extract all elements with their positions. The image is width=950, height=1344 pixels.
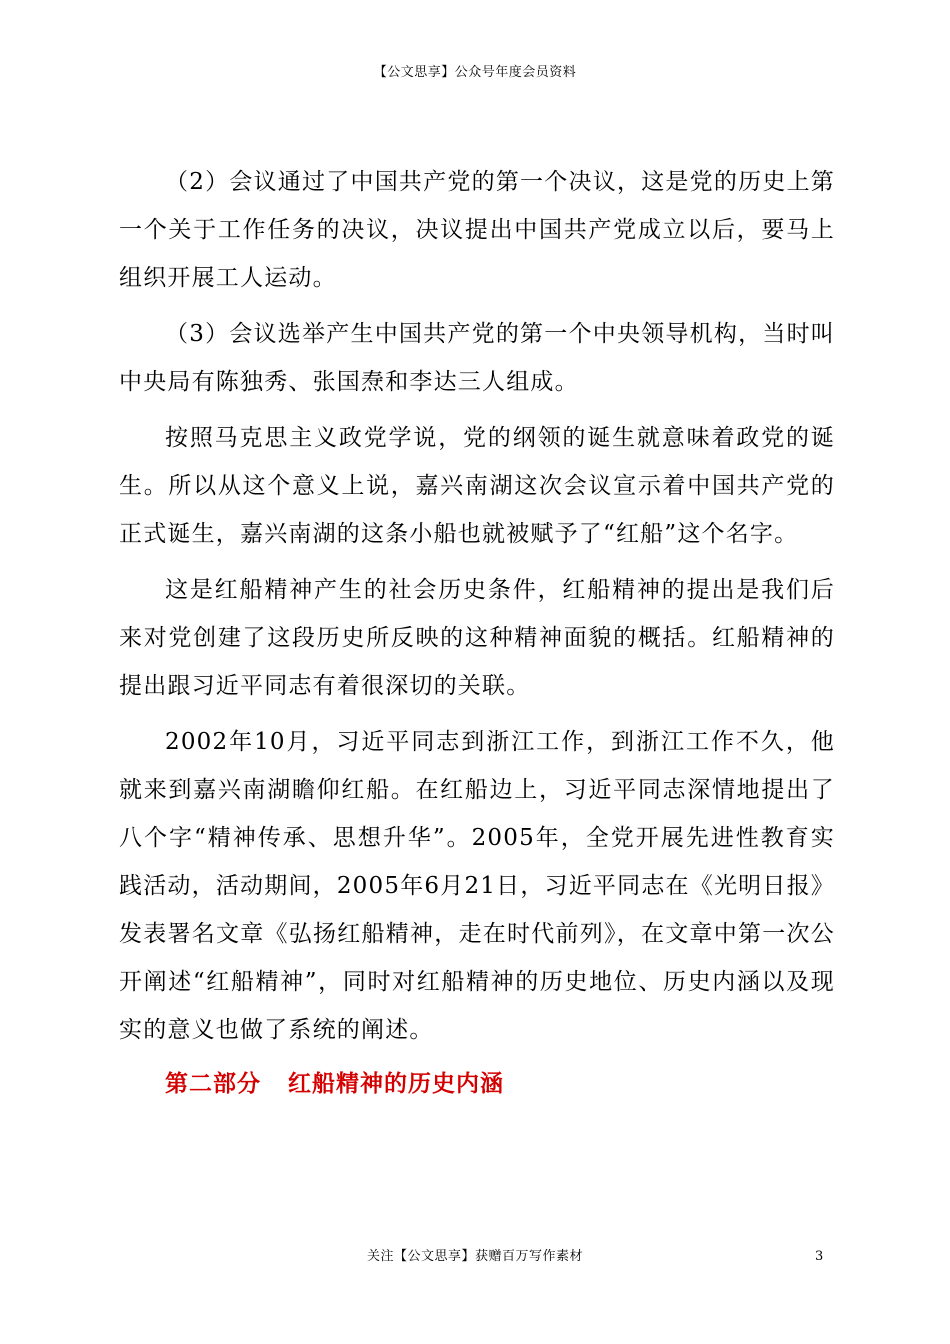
section-heading: 第二部分 红船精神的历史内涵 (165, 1071, 505, 1097)
page-footer: 关注【公文思享】获赠百万写作素材 (366, 1249, 583, 1264)
document-body (119, 158, 835, 1104)
paragraph-resolution: （2）会议通过了中国共产党的第一个决议，这是党的历史上第一个关于工作任务的决议，决议提出中国共产党成立以后，要马上组织开展工人运动。 (119, 169, 835, 291)
paragraph-spirit-origin: 这是红船精神产生的社会历史条件，红船精神的提出是我们后来对党创建了这段历史所反映的这种精神面貌的概括。红船精神的提出跟习近平同志有着很深切的关联。 (119, 577, 835, 699)
page-number: 3 (815, 1249, 824, 1264)
page-header: 【公文思享】公众号年度会员资料 (373, 65, 577, 80)
paragraph-xi-jinping: 2002年10月，习近平同志到浙江工作，到浙江工作不久，他就来到嘉兴南湖瞻仰红船。在红船边上，习近平同志深情地提出了八个字“精神传承、思想升华”。2005年，全党开展先进性教育实践活动，活动期间，2005年6月21日，习近平同志在《光明日报》发表署名文章《弘扬红船精神，走在时代前列》，在文章中第一次公开阐述“红船精神”，同时对红船精神的历史地位、历史内涵以及现实的意义也做了系统的阐述。 (119, 729, 835, 1043)
paragraph-party-birth: 按照马克思主义政党学说，党的纲领的诞生就意味着政党的诞生。所以从这个意义上说，嘉兴南湖这次会议宣示着中国共产党的正式诞生，嘉兴南湖的这条小船也就被赋予了“红船”这个名字。 (119, 425, 835, 547)
paragraph-central-bureau: （3）会议选举产生中国共产党的第一个中央领导机构，当时叫中央局有陈独秀、张国焘和李达三人组成。 (119, 321, 835, 395)
